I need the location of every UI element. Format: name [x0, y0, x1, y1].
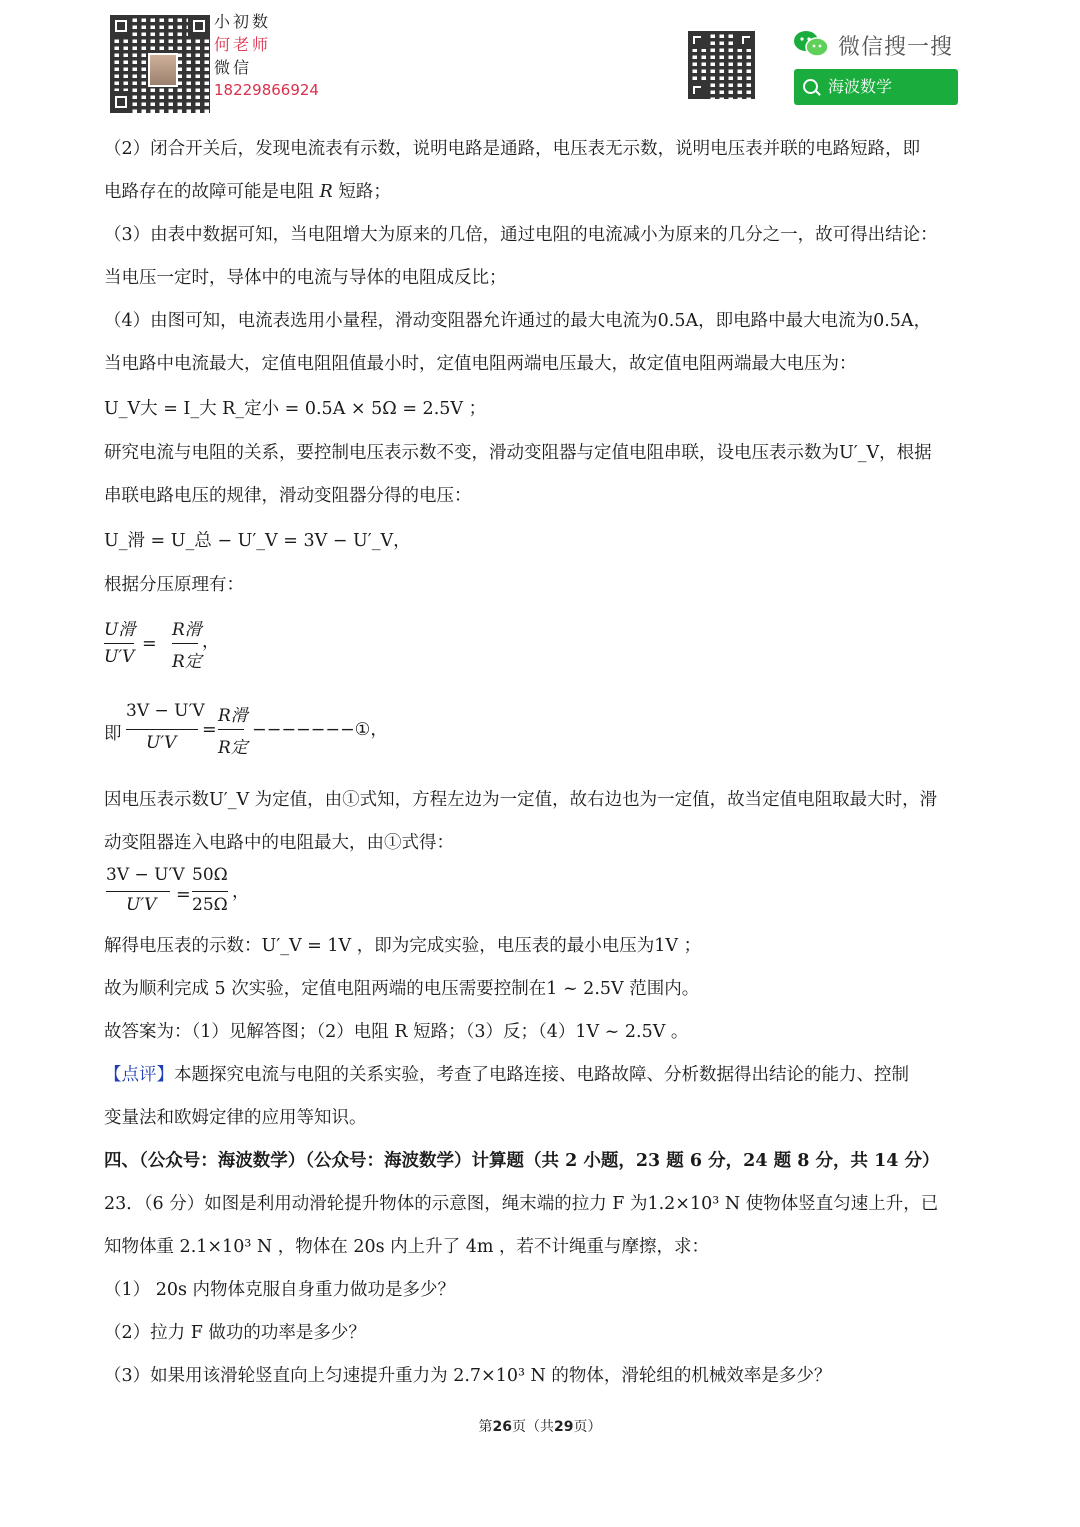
document-body	[104, 128, 984, 1398]
page-header	[0, 0, 1080, 125]
question-23-part2: （2）拉力 F 做功的功率是多少？	[104, 1323, 366, 1343]
footer-text: 页（共	[512, 1419, 554, 1435]
question-23-part3: （3）如果用该滑轮竖直向上匀速提升重力为 2.7×10³ N 的物体，滑轮组的机械效率是多少？	[104, 1366, 832, 1386]
contact-line-2: 何老师	[214, 35, 272, 54]
para-answer-3-line1: （3）由表中数据可知，当电阻增大为原来的几倍，通过电阻的电流减小为原来的几分之一，故可得出结论：	[104, 225, 938, 245]
fraction-numerator: U滑	[104, 620, 136, 640]
contact-line-3: 微信	[214, 58, 253, 77]
para-control-voltage-line1: 研究电流与电阻的关系，要控制电压表示数不变，滑动变阻器与定值电阻串联，设电压表示数为U′_V，根据	[104, 443, 932, 463]
contact-line-1: 小初数	[214, 12, 272, 31]
search-icon	[803, 79, 818, 94]
fraction-bar	[106, 891, 170, 892]
wechat-search-label: 海波数学	[828, 77, 893, 96]
equals-sign: =	[176, 885, 191, 905]
comment-tag: 【点评】	[104, 1065, 174, 1085]
para-result: 解得电压表的示数：U′_V = 1V ，即为完成实验，电压表的最小电压为1V ；	[104, 936, 702, 956]
wechat-icon	[793, 30, 829, 58]
para-divider-principle: 根据分压原理有：	[104, 575, 244, 595]
punctuation: ，	[232, 882, 250, 902]
para-comment-line1	[104, 1054, 984, 1097]
question-23-line1: 23．（6 分）如图是利用动滑轮提升物体的示意图，绳末端的拉力 F 为1.2×10³ N 使物体竖直匀速上升，已	[104, 1194, 939, 1214]
fraction-denominator: R定	[172, 652, 202, 672]
fraction-denominator: R定	[218, 738, 248, 758]
fraction-denominator: 25Ω	[192, 895, 228, 915]
equation-number: −−−−−−−①，	[252, 720, 388, 740]
fraction-bar	[126, 729, 198, 730]
question-23-line2: 知物体重 2.1×10³ N ，物体在 20s 内上升了 4m ，若不计绳重与摩擦，求：	[104, 1237, 710, 1257]
fraction-numerator: R滑	[218, 706, 248, 726]
equation-max-voltage: U_V大 = I_大 R_定小 = 0.5A × 5Ω = 2.5V ；	[104, 399, 487, 419]
question-23-part1: （1） 20s 内物体克服自身重力做功是多少？	[104, 1280, 456, 1300]
fraction-denominator: U′V	[146, 733, 177, 753]
equation-slider-voltage: U_滑 = U_总 − U′_V = 3V − U′_V，	[104, 531, 411, 551]
text-run: 即	[104, 724, 122, 744]
wechat-search-button[interactable]	[794, 69, 958, 105]
para-answers-summary: 故答案为：（1）见解答图；（2）电阻 R 短路；（3）反；（4）1V ~ 2.5V 。	[104, 1022, 689, 1042]
equation-substitution	[104, 865, 984, 925]
equation-ratio-numbered	[104, 693, 984, 779]
fraction-numerator: R滑	[172, 620, 202, 640]
contact-qr-code	[110, 15, 210, 113]
equals-sign: =	[142, 634, 157, 654]
para-conclusion-line2: 动变阻器连入电路中的电阻最大，由①式得：	[104, 833, 454, 853]
page-total: 29	[554, 1419, 574, 1435]
text-run: 短路；	[338, 182, 391, 202]
fraction-bar	[192, 891, 228, 892]
para-answer-3-line2: 当电压一定时，导体中的电流与导体的电阻成反比；	[104, 268, 507, 288]
fraction-numerator: 3V − U′V	[126, 701, 205, 721]
footer-text: 第	[478, 1419, 493, 1435]
wechat-search-title: 微信搜一搜	[838, 35, 954, 60]
para-answer-2-line1: （2）闭合开关后，发现电流表有示数，说明电路是通路，电压表无示数，说明电压表并联的电路短路，即	[104, 139, 921, 159]
wechat-qr-code	[688, 31, 755, 99]
fraction-denominator: U′V	[104, 647, 135, 667]
fraction-numerator: 3V − U′V	[106, 865, 185, 885]
para-answer-4-line2: 当电路中电流最大，定值电阻阻值最小时，定值电阻两端电压最大，故定值电阻两端最大电压为：	[104, 354, 857, 374]
equals-sign: =	[202, 720, 217, 740]
contact-info	[214, 10, 334, 102]
para-comment-line2: 变量法和欧姆定律的应用等知识。	[104, 1108, 367, 1128]
para-answer-2-line2	[104, 171, 984, 214]
footer-text: 页）	[573, 1419, 602, 1435]
para-answer-4-line1: （4）由图可知，电流表选用小量程，滑动变阻器允许通过的最大电流为0.5A，即电路中最大电流为0.5A，	[104, 311, 932, 331]
fraction-bar	[104, 643, 134, 644]
page-number: 26	[492, 1419, 512, 1435]
punctuation: ，	[202, 632, 220, 652]
equation-ratio	[104, 607, 984, 693]
text-run: 本题探究电流与电阻的关系实验，考查了电路连接、电路故障、分析数据得出结论的能力、控制	[174, 1065, 909, 1085]
text-run: 电路存在的故障可能是电阻	[104, 182, 314, 202]
contact-phone: 18229866924	[214, 81, 319, 99]
para-conclusion-line1: 因电压表示数U′_V 为定值，由①式知，方程左边为一定值，故右边也为一定值，故当定值电阻取最大时，滑	[104, 790, 938, 810]
para-control-voltage-line2: 串联电路电压的规律，滑动变阻器分得的电压：	[104, 486, 472, 506]
fraction-numerator: 50Ω	[192, 865, 228, 885]
para-range: 故为顺利完成 5 次实验，定值电阻两端的电压需要控制在1 ~ 2.5V 范围内。	[104, 979, 700, 999]
fraction-bar	[172, 643, 198, 644]
fraction-denominator: U′V	[126, 895, 157, 915]
page-footer	[0, 1416, 1080, 1436]
symbol-r: R	[319, 182, 333, 202]
section-title: 四、（公众号：海波数学）（公众号：海波数学）计算题（共 2 小题，23 题 6 分，24 题 8 分，共 14 分）	[104, 1151, 940, 1171]
fraction-bar	[218, 729, 244, 730]
